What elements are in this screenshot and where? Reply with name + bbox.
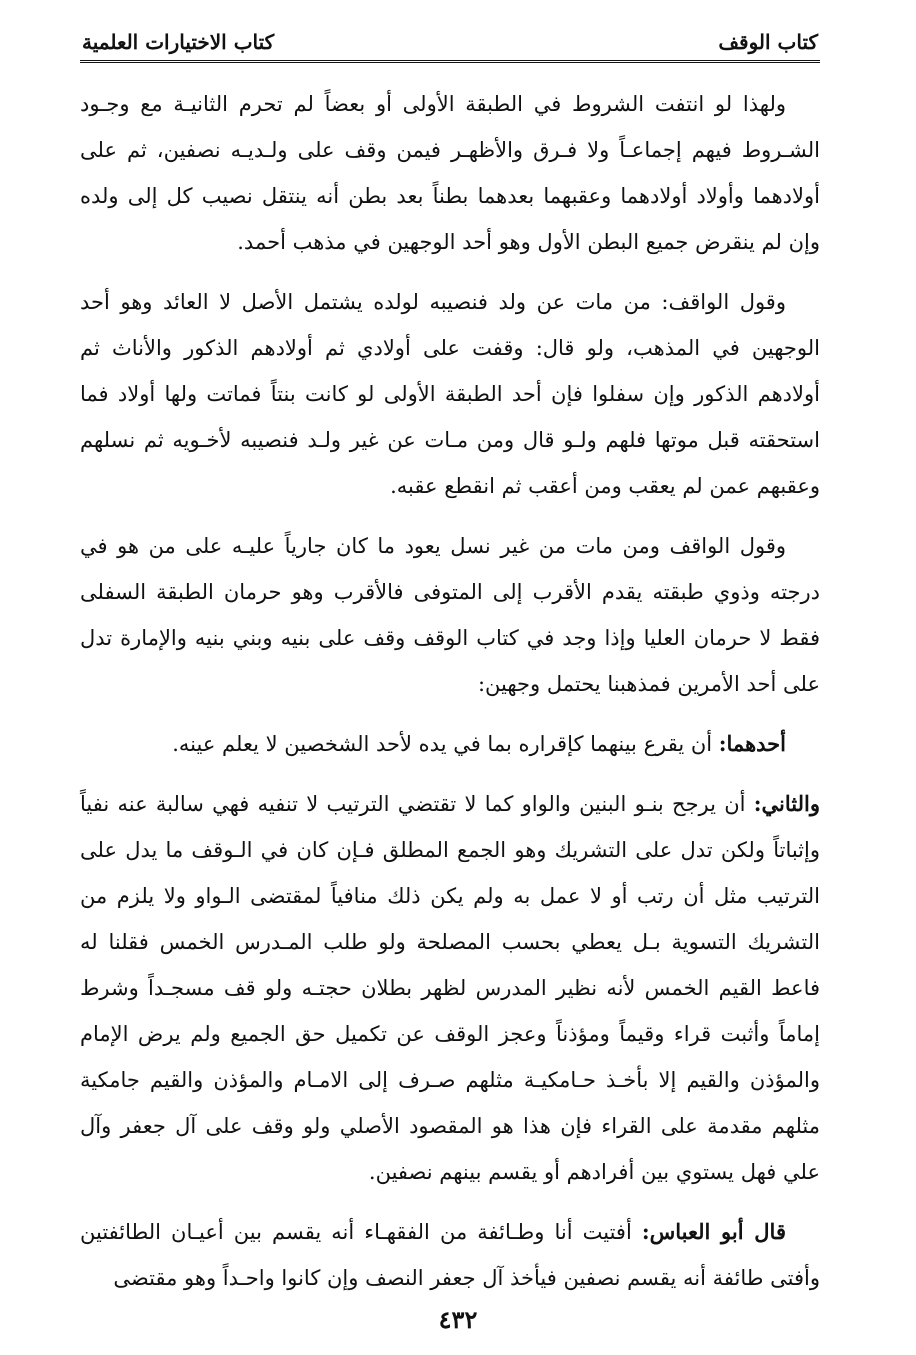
header-chapter-title: كتاب الوقف: [718, 30, 818, 54]
paragraph: [80, 279, 820, 509]
page-body: [80, 81, 820, 1301]
paragraph-text: أن يقرع بينهما كإقراره بما في يده لأحد الشخصين لا يعلم عينه.: [172, 732, 719, 756]
paragraph: [80, 1209, 820, 1301]
paragraph-lead: قال أبو العباس:: [641, 1219, 786, 1244]
paragraph: [80, 523, 820, 707]
paragraph: [80, 81, 820, 265]
paragraph-text: وقول الواقف: من مات عن ولد فنصيبه لولده يشتمل الأصل لا العائد وهو أحد الوجهين في المذهب، ولو قال: وقفت على أولادي ثم أولادهم الذكور والأناث ثم أولادهم الذكور وإن سفلوا فإن أحد الطبقة الأولى لو كانت بنتاً فماتت ولها أولاد فما استحقته قبل موتها فلهم ولـو قال ومن مـات عن غير ولـد فنصيبه لأخـويه ثم نسلهم وعقبهم عمن لم يعقب ومن أعقب ثم انقطع عقبه.: [80, 290, 820, 498]
paragraph: [80, 721, 820, 767]
paragraph-text: أفتيت أنا وطـائفة من الفقهـاء أنه يقسم بين أعيـان الطائفتين وأفتى طائفة أنه يقسم نصفين فيأخذ آل جعفر النصف وإن كانوا واحـداً وهو مقتضى: [80, 1220, 820, 1290]
paragraph-text: وقول الواقف ومن مات من غير نسل يعود ما كان جارياً عليـه على من هو في درجته وذوي طبقته يقدم الأقرب إلى المتوفى فالأقرب وهو حرمان الطبقة السفلى فقط لا حرمان العليا وإذا وجد في كتاب الوقف وقف على بنيه وبني بنيه والإمارة تدل على أحد الأمرين فمذهبنا يحتمل وجهين:: [80, 534, 820, 696]
header-book-title: كتاب الاختيارات العلمية: [82, 30, 275, 54]
page-number: ٤٣٢: [438, 1305, 478, 1334]
paragraph-text: أن يرجح بنـو البنين والواو كما لا تقتضي الترتيب لا تنفيه فهي سالبة عنه نفياً وإثباتاً ولكن تدل على التشريك وهو الجمع المطلق فـإن كان في الـوقف ما يدل على الترتيب مثل أن رتب أو لا عمل به ولم يكن ذلك منافياً لمقتضى الـواو ولا يلزم من التشريك التسوية بـل يعطي بحسب المصلحة ولو طلب المـدرس الخمس فقلنا له فاعط القيم الخمس لأنه نظير المدرس لظهر بطلان حجتـه ولو قف مسجـداً وشرط إماماً وأثبت قراء وقيماً ومؤذناً وعجز الوقف عن تكميل حق الجميع ولم يرض الإمام والمؤذن والقيم إلا بأخـذ حـامكيـة مثلهم صـرف إلى الامـام والمؤذن والقيم جامكية مثلهم مقدمة على القراء فإن هذا هو المقصود الأصلي ولو وقف على آل جعفر وآل علي فهل يستوي بين أفرادهم أو يقسم بينهم نصفين.: [80, 792, 820, 1184]
paragraph-lead: والثاني:: [753, 791, 820, 816]
running-header: [80, 30, 820, 63]
paragraph-lead: أحدهما:: [718, 731, 786, 756]
paragraph-text: ولهذا لو انتفت الشروط في الطبقة الأولى أو بعضاً لم تحرم الثانيـة مع وجـود الشـروط فيهم إجماعـاً ولا فـرق والأظهـر فيمن وقف على ولـديـه نصفين، ثم على أولادهما وأولاد أولادهما وعقبهما بعدهما بطناً بعد بطن أنه ينتقل نصيب كل إلى ولده وإن لم ينقرض جميع البطن الأول وهو أحد الوجهين في مذهب أحمد.: [80, 92, 820, 254]
book-page: [80, 30, 820, 1315]
paragraph: [80, 781, 820, 1195]
